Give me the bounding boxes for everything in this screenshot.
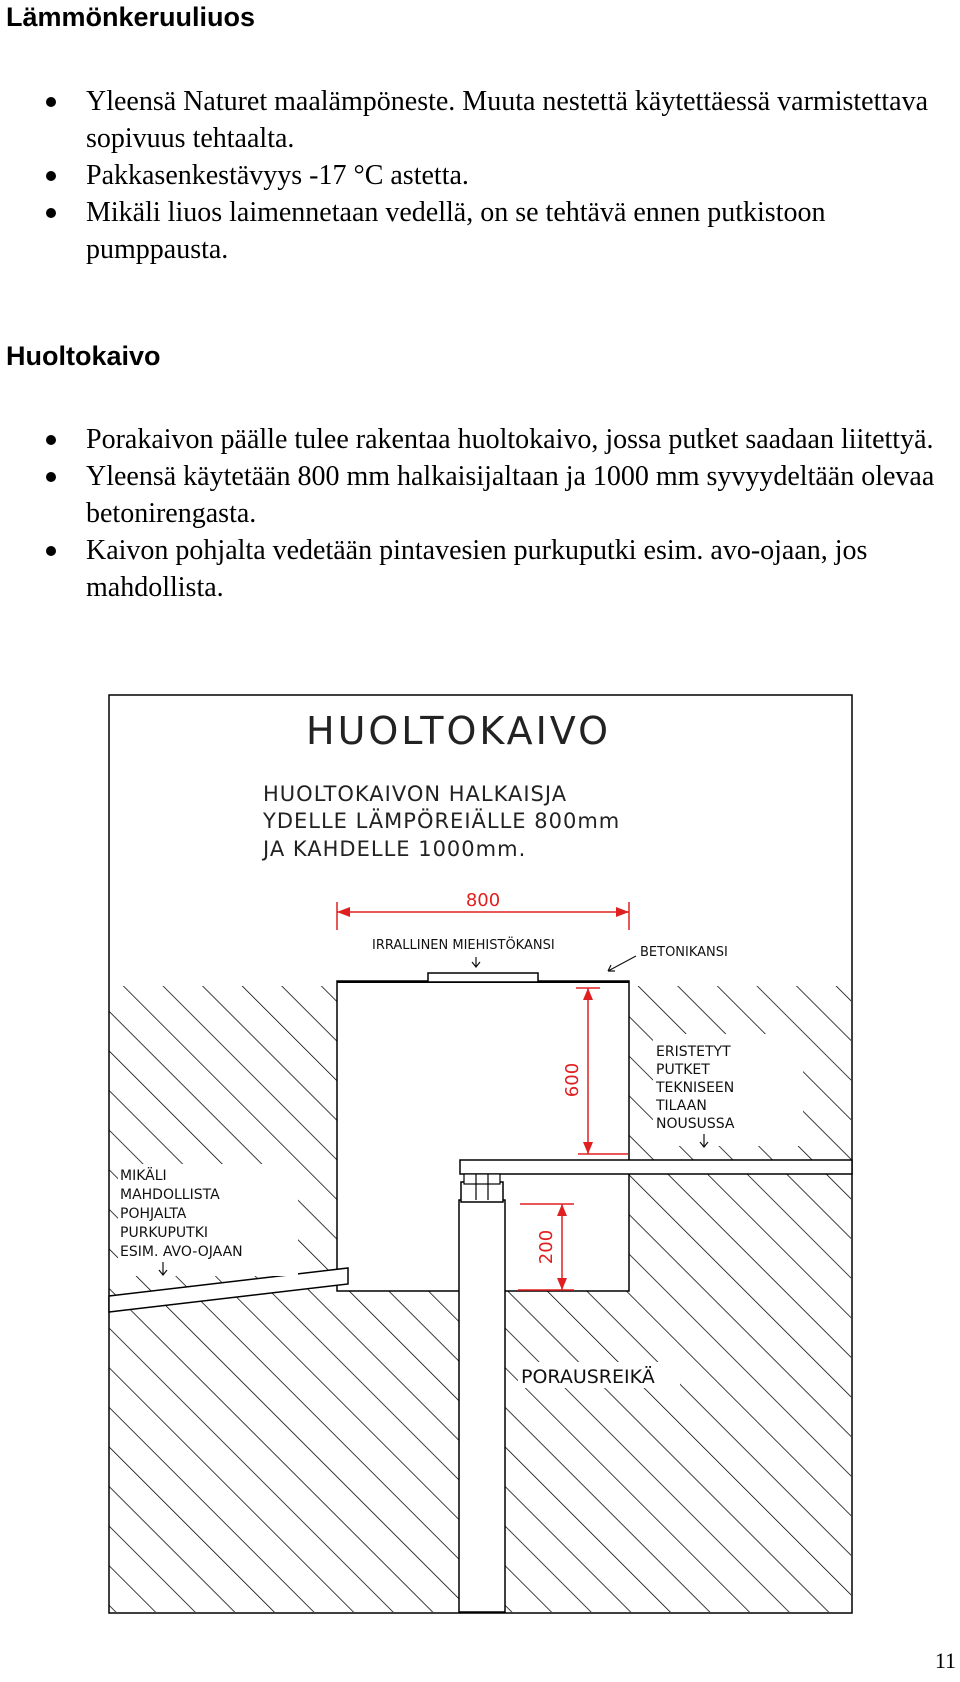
label-drain-line: ESIM. AVO-OJAAN <box>120 1244 243 1260</box>
bullet-list-lammonkeruuliuos <box>0 83 960 268</box>
label-drain-line: MIKÄLI <box>120 1168 167 1184</box>
diagram-note-line: JA KAHDELLE 1000mm. <box>263 837 527 861</box>
bullet-list-huoltokaivo <box>0 421 960 606</box>
label-concrete-lid: BETONIKANSI <box>640 945 728 960</box>
diagram-note-line: YDELLE LÄMPÖREIÄLLE 800mm <box>263 809 621 833</box>
label-insulated-pipes-line: TILAAN <box>656 1098 707 1114</box>
huoltokaivo-diagram <box>108 694 853 1614</box>
label-drain-line: POHJALTA <box>120 1206 187 1222</box>
list-item: Yleensä käytetään 800 mm halkaisijaltaan ja 1000 mm syvyydeltään olevaa betonirengasta. <box>0 458 960 532</box>
label-borehole: PORAUSREIKÄ <box>521 1366 655 1388</box>
label-manhole-cover: IRRALLINEN MIEHISTÖKANSI <box>372 938 555 953</box>
borehole-casing <box>459 1200 505 1612</box>
diagram-note-line: HUOLTOKAIVON HALKAISJA <box>263 782 568 806</box>
label-drain-line: PURKUPUTKI <box>120 1225 209 1241</box>
list-item: Porakaivon päälle tulee rakentaa huoltokaivo, jossa putket saadaan liitettyä. <box>0 421 960 458</box>
dim-depth-label: 600 <box>562 1062 583 1098</box>
insulated-pipes <box>460 1160 852 1174</box>
diagram-title: HUOLTOKAIVO <box>306 709 612 753</box>
section-heading-lammonkeruuliuos: Lämmönkeruuliuos <box>6 2 256 32</box>
borehole-head <box>461 1182 503 1202</box>
list-item: Pakkasenkestävyys -17 °C astetta. <box>0 157 960 194</box>
page-number: 11 <box>934 1648 956 1673</box>
label-insulated-pipes-line: TEKNISEEN <box>656 1080 735 1096</box>
dim-bottom-label: 200 <box>536 1229 557 1265</box>
label-insulated-pipes-line: PUTKET <box>656 1062 710 1078</box>
label-insulated-pipes-line: NOUSUSSA <box>656 1116 735 1132</box>
list-item: Kaivon pohjalta vedetään pintavesien purkuputki esim. avo-ojaan, jos mahdollista. <box>0 532 960 606</box>
label-drain-line: MAHDOLLISTA <box>120 1187 220 1203</box>
label-insulated-pipes-line: ERISTETYT <box>656 1044 731 1060</box>
list-item: Yleensä Naturet maalämpöneste. Muuta nestettä käytettäessä varmistettava sopivuus tehtaalta. <box>0 83 960 157</box>
section-heading-huoltokaivo: Huoltokaivo <box>6 341 161 371</box>
dim-width-label: 800 <box>465 890 501 911</box>
list-item: Mikäli liuos laimennetaan vedellä, on se tehtävä ennen putkistoon pumppausta. <box>0 194 960 268</box>
manhole-cover <box>428 973 538 982</box>
